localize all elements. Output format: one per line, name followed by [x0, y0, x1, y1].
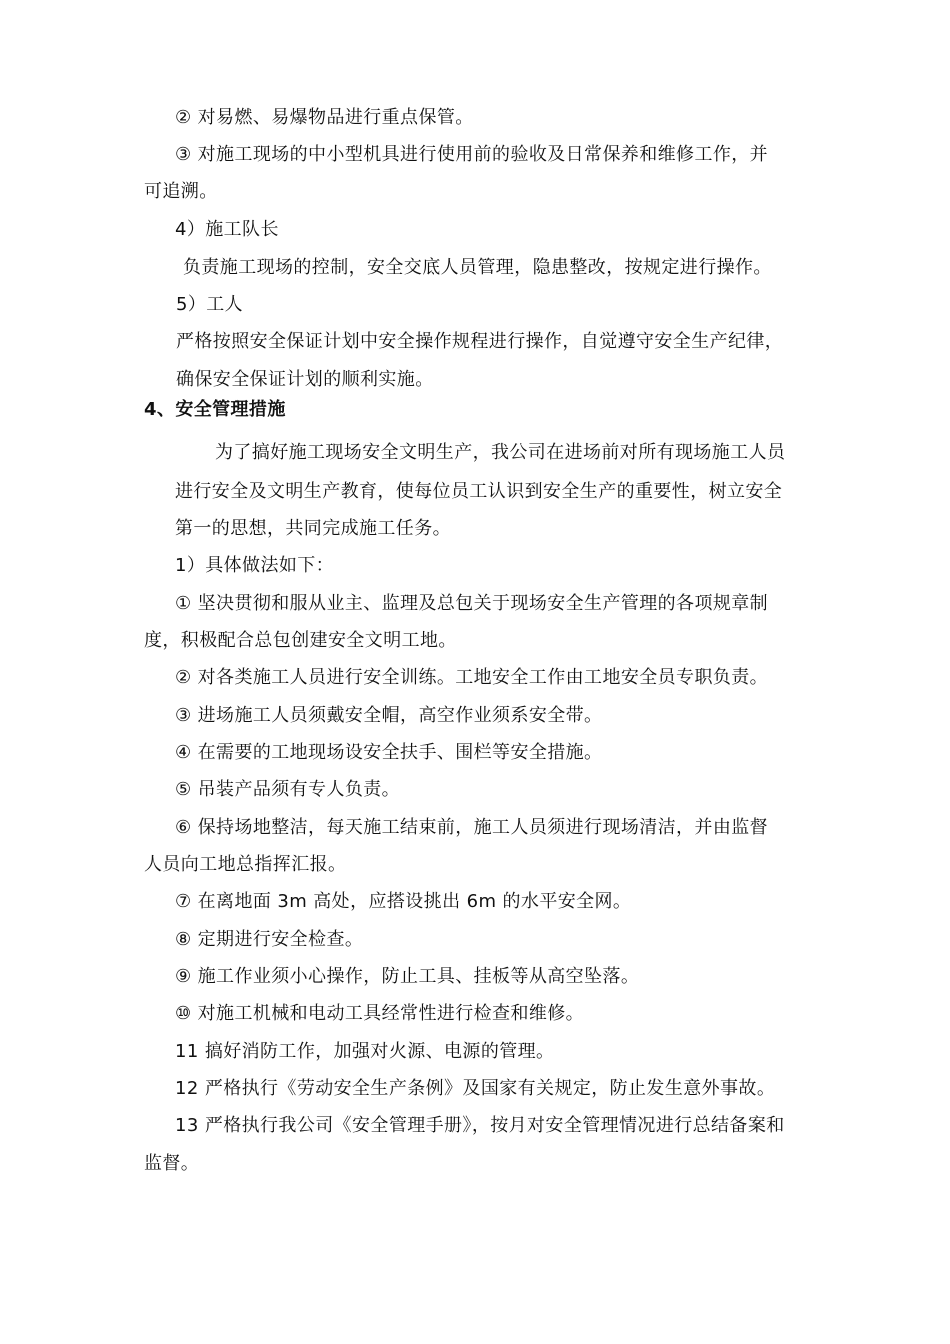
- measure-8: ⑧ 定期进行安全检查。: [175, 929, 364, 950]
- measure-3: ③ 进场施工人员须戴安全帽，高空作业须系安全带。: [175, 705, 603, 726]
- role-5-line-1: 严格按照安全保证计划中安全操作规程进行操作，自觉遵守安全生产纪律，: [176, 331, 784, 352]
- measure-9: ⑨ 施工作业须小心操作，防止工具、挂板等从高空坠落。: [175, 966, 640, 987]
- role-5-title: 5）工人: [176, 294, 244, 315]
- intro-line-2: 进行安全及文明生产教育，使每位员工认识到安全生产的重要性，树立安全: [175, 481, 783, 502]
- role-4-text: 负责施工现场的控制，安全交底人员管理，隐患整改，按规定进行操作。: [183, 257, 772, 278]
- role-4-title: 4）施工队长: [175, 219, 279, 240]
- intro-line-3: 第一的思想，共同完成施工任务。: [175, 518, 451, 539]
- measure-10: ⑩ 对施工机械和电动工具经常性进行检查和维修。: [175, 1003, 585, 1024]
- measure-13-line-1: 13 严格执行我公司《安全管理手册》，按月对安全管理情况进行总结备案和: [175, 1115, 785, 1136]
- measure-1-line-2: 度，积极配合总包创建安全文明工地。: [144, 630, 457, 651]
- measure-2: ② 对各类施工人员进行安全训练。工地安全工作由工地安全员专职负责。: [175, 667, 769, 688]
- measure-1-line-1: ① 坚决贯彻和服从业主、监理及总包关于现场安全生产管理的各项规章制: [175, 593, 769, 614]
- measure-12: 12 严格执行《劳动安全生产条例》及国家有关规定，防止发生意外事故。: [175, 1078, 776, 1099]
- item-2: ② 对易燃、易爆物品进行重点保管。: [175, 107, 474, 128]
- measure-13-line-2: 监督。: [144, 1153, 200, 1174]
- measure-11: 11 搞好消防工作，加强对火源、电源的管理。: [175, 1041, 555, 1062]
- role-5-line-2: 确保安全保证计划的顺利实施。: [176, 369, 434, 390]
- measure-6-line-2: 人员向工地总指挥汇报。: [144, 854, 347, 875]
- measure-7: ⑦ 在离地面 3m 高处，应搭设挑出 6m 的水平安全网。: [175, 891, 632, 912]
- intro-line-1: 为了搞好施工现场安全文明生产，我公司在进场前对所有现场施工人员: [215, 442, 786, 463]
- item-3-line-2: 可追溯。: [144, 181, 218, 202]
- measure-5: ⑤ 吊装产品须有专人负责。: [175, 779, 401, 800]
- subsection-1-title: 1）具体做法如下：: [175, 555, 335, 576]
- section-4-heading: 4、安全管理措施: [144, 399, 286, 420]
- item-3-line-1: ③ 对施工现场的中小型机具进行使用前的验收及日常保养和维修工作，并: [175, 144, 769, 165]
- measure-6-line-1: ⑥ 保持场地整洁，每天施工结束前，施工人员须进行现场清洁，并由监督: [175, 817, 769, 838]
- measure-4: ④ 在需要的工地现场设安全扶手、围栏等安全措施。: [175, 742, 603, 763]
